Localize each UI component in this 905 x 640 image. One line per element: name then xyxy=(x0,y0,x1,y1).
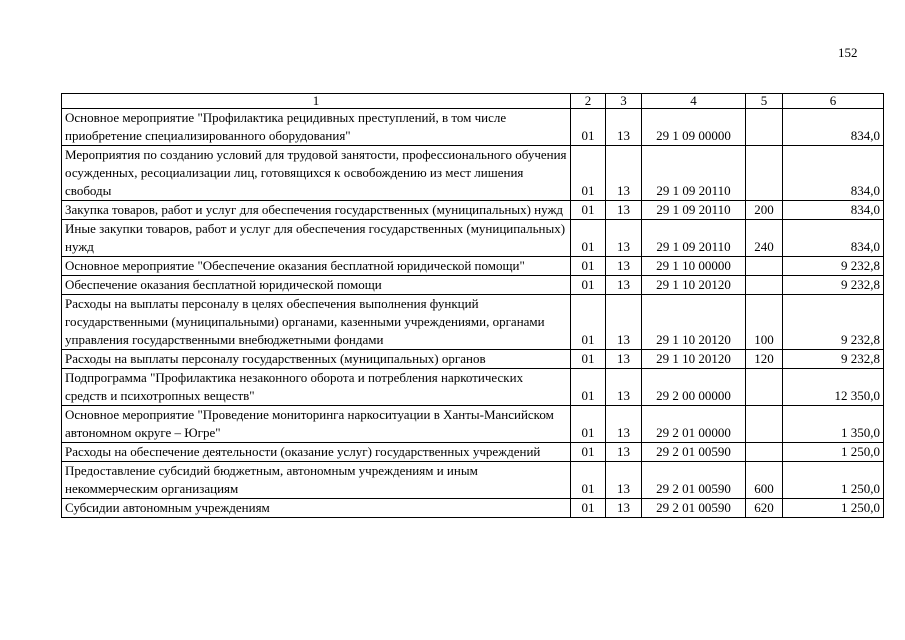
table-row xyxy=(62,109,884,146)
row-target-code: 29 1 09 20110 xyxy=(642,220,746,257)
row-name: Основное мероприятие "Профилактика рецидивных преступлений, в том числе приобретение специализированного оборудования" xyxy=(62,109,571,146)
column-header: 6 xyxy=(783,94,884,109)
table-row xyxy=(62,201,884,220)
row-subsection: 13 xyxy=(606,146,642,201)
row-subsection: 13 xyxy=(606,499,642,518)
row-name: Основное мероприятие "Обеспечение оказания бесплатной юридической помощи" xyxy=(62,257,571,276)
row-target-code: 29 1 09 20110 xyxy=(642,146,746,201)
row-section: 01 xyxy=(571,443,606,462)
table-row xyxy=(62,462,884,499)
row-expense-type: 200 xyxy=(746,201,783,220)
row-amount: 9 232,8 xyxy=(783,257,884,276)
row-expense-type: 120 xyxy=(746,350,783,369)
table-row xyxy=(62,146,884,201)
row-subsection: 13 xyxy=(606,220,642,257)
row-expense-type xyxy=(746,369,783,406)
row-section: 01 xyxy=(571,257,606,276)
row-name: Мероприятия по созданию условий для трудовой занятости, профессионального обучения осужденных, ресоциализации лиц, готовящихся к освобождению из мест лишения свободы xyxy=(62,146,571,201)
row-section: 01 xyxy=(571,276,606,295)
row-name: Расходы на выплаты персоналу государственных (муниципальных) органов xyxy=(62,350,571,369)
page-number: 152 xyxy=(838,45,858,60)
row-target-code: 29 2 01 00590 xyxy=(642,462,746,499)
row-expense-type: 100 xyxy=(746,295,783,350)
row-amount: 12 350,0 xyxy=(783,369,884,406)
row-amount: 834,0 xyxy=(783,201,884,220)
table-row xyxy=(62,350,884,369)
row-amount: 1 250,0 xyxy=(783,462,884,499)
row-name: Обеспечение оказания бесплатной юридической помощи xyxy=(62,276,571,295)
row-section: 01 xyxy=(571,220,606,257)
row-target-code: 29 1 10 20120 xyxy=(642,276,746,295)
row-expense-type xyxy=(746,257,783,276)
row-amount: 1 250,0 xyxy=(783,499,884,518)
row-expense-type xyxy=(746,109,783,146)
row-name: Подпрограмма "Профилактика незаконного оборота и потребления наркотических средств и психотропных веществ" xyxy=(62,369,571,406)
row-section: 01 xyxy=(571,406,606,443)
row-section: 01 xyxy=(571,146,606,201)
row-name: Закупка товаров, работ и услуг для обеспечения государственных (муниципальных) нужд xyxy=(62,201,571,220)
table-row xyxy=(62,257,884,276)
row-name: Расходы на обеспечение деятельности (оказание услуг) государственных учреждений xyxy=(62,443,571,462)
row-subsection: 13 xyxy=(606,257,642,276)
row-expense-type xyxy=(746,443,783,462)
budget-table xyxy=(61,93,884,518)
row-name: Предоставление субсидий бюджетным, автономным учреждениям и иным некоммерческим организациям xyxy=(62,462,571,499)
row-target-code: 29 2 01 00590 xyxy=(642,499,746,518)
row-name: Расходы на выплаты персоналу в целях обеспечения выполнения функций государственными (муниципальными) органами, казенными учреждениями, органами управления государственными внебюджетными фондами xyxy=(62,295,571,350)
row-subsection: 13 xyxy=(606,443,642,462)
column-header: 3 xyxy=(606,94,642,109)
table-row xyxy=(62,443,884,462)
row-expense-type xyxy=(746,276,783,295)
row-target-code: 29 2 01 00590 xyxy=(642,443,746,462)
column-header: 4 xyxy=(642,94,746,109)
row-section: 01 xyxy=(571,350,606,369)
row-section: 01 xyxy=(571,499,606,518)
row-amount: 9 232,8 xyxy=(783,295,884,350)
row-expense-type xyxy=(746,146,783,201)
row-name: Основное мероприятие "Проведение мониторинга наркоситуации в Ханты-Мансийском автономном округе – Югре" xyxy=(62,406,571,443)
row-subsection: 13 xyxy=(606,350,642,369)
row-subsection: 13 xyxy=(606,276,642,295)
table-row xyxy=(62,276,884,295)
row-target-code: 29 1 09 00000 xyxy=(642,109,746,146)
row-section: 01 xyxy=(571,369,606,406)
column-header: 2 xyxy=(571,94,606,109)
row-target-code: 29 2 01 00000 xyxy=(642,406,746,443)
table-row xyxy=(62,220,884,257)
row-amount: 834,0 xyxy=(783,146,884,201)
table-row xyxy=(62,295,884,350)
row-expense-type: 240 xyxy=(746,220,783,257)
row-section: 01 xyxy=(571,201,606,220)
row-amount: 834,0 xyxy=(783,109,884,146)
table-row xyxy=(62,499,884,518)
row-section: 01 xyxy=(571,462,606,499)
table-row xyxy=(62,406,884,443)
row-amount: 1 350,0 xyxy=(783,406,884,443)
row-expense-type xyxy=(746,406,783,443)
row-section: 01 xyxy=(571,109,606,146)
row-target-code: 29 1 10 00000 xyxy=(642,257,746,276)
row-subsection: 13 xyxy=(606,295,642,350)
row-subsection: 13 xyxy=(606,201,642,220)
row-target-code: 29 2 00 00000 xyxy=(642,369,746,406)
row-subsection: 13 xyxy=(606,406,642,443)
row-target-code: 29 1 10 20120 xyxy=(642,295,746,350)
column-header: 5 xyxy=(746,94,783,109)
row-expense-type: 620 xyxy=(746,499,783,518)
column-header: 1 xyxy=(62,94,571,109)
row-amount: 834,0 xyxy=(783,220,884,257)
row-subsection: 13 xyxy=(606,462,642,499)
row-target-code: 29 1 10 20120 xyxy=(642,350,746,369)
row-amount: 1 250,0 xyxy=(783,443,884,462)
row-subsection: 13 xyxy=(606,109,642,146)
row-target-code: 29 1 09 20110 xyxy=(642,201,746,220)
row-name: Субсидии автономным учреждениям xyxy=(62,499,571,518)
table-row xyxy=(62,369,884,406)
row-amount: 9 232,8 xyxy=(783,276,884,295)
row-name: Иные закупки товаров, работ и услуг для обеспечения государственных (муниципальных) нужд xyxy=(62,220,571,257)
row-subsection: 13 xyxy=(606,369,642,406)
row-amount: 9 232,8 xyxy=(783,350,884,369)
table-header-row xyxy=(62,94,884,109)
row-section: 01 xyxy=(571,295,606,350)
row-expense-type: 600 xyxy=(746,462,783,499)
